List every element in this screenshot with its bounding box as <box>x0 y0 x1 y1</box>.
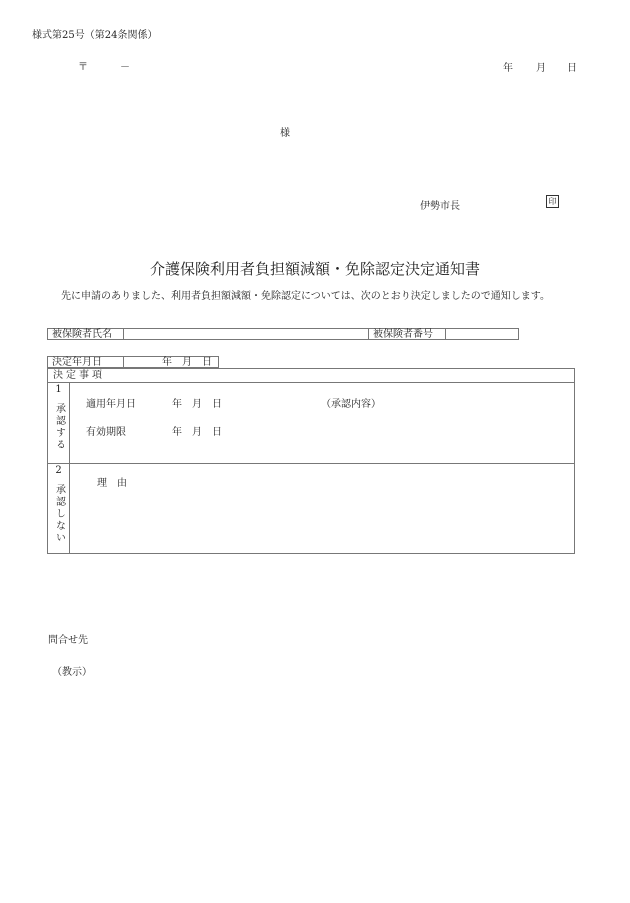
decision-date-field[interactable]: 年 月 日 <box>123 356 219 368</box>
issuer-name: 伊勢市長 <box>420 201 460 212</box>
deny-number: 2 <box>55 465 62 476</box>
document-title: 介護保険利用者負担額減額・免除認定決定通知書 <box>149 260 480 278</box>
approve-label-column <box>48 383 70 463</box>
insured-number-field[interactable] <box>445 328 519 340</box>
start-date-label: 適用年月日 <box>86 399 136 410</box>
deny-section <box>48 464 574 553</box>
contact-label: 問合せ先 <box>48 635 88 646</box>
deny-label: 承認しない <box>53 484 65 544</box>
decision-date-label: 決定年月日 <box>47 356 123 368</box>
recipient-honorific: 様 <box>280 128 290 139</box>
expiry-date-label: 有効期限 <box>86 427 126 438</box>
insured-name-label: 被保険者氏名 <box>47 328 123 340</box>
issue-date-year: 年 <box>503 63 513 74</box>
form-number: 様式第25号（第24条関係） <box>32 30 158 41</box>
postal-mark: 〒 <box>78 62 88 73</box>
start-date-field[interactable]: 年 月 日 <box>172 399 222 410</box>
decision-header: 決定事項 <box>48 369 574 383</box>
expiry-date-field[interactable]: 年 月 日 <box>172 427 222 438</box>
seal-mark: 印 <box>546 195 559 208</box>
decision-date-row <box>47 356 219 368</box>
approve-number: 1 <box>55 384 62 395</box>
decision-table <box>47 368 575 554</box>
reason-label: 理 由 <box>97 478 127 489</box>
postal-dash: － <box>120 62 130 73</box>
deny-label-column <box>48 464 70 553</box>
intro-text: 先に申請のありました、利用者負担額減額・免除認定については、次のとおり決定しましたので通知します。 <box>61 291 550 302</box>
instruction-label: （教示） <box>52 667 92 678</box>
issue-date-day: 日 <box>567 63 577 74</box>
insured-number-label: 被保険者番号 <box>369 328 445 340</box>
approve-label: 承認する <box>53 403 65 451</box>
issue-date-month: 月 <box>536 63 546 74</box>
insured-info-row <box>47 328 519 341</box>
insured-name-field[interactable] <box>123 328 369 340</box>
approval-content-label: （承認内容） <box>321 399 381 410</box>
approve-section <box>48 383 574 464</box>
